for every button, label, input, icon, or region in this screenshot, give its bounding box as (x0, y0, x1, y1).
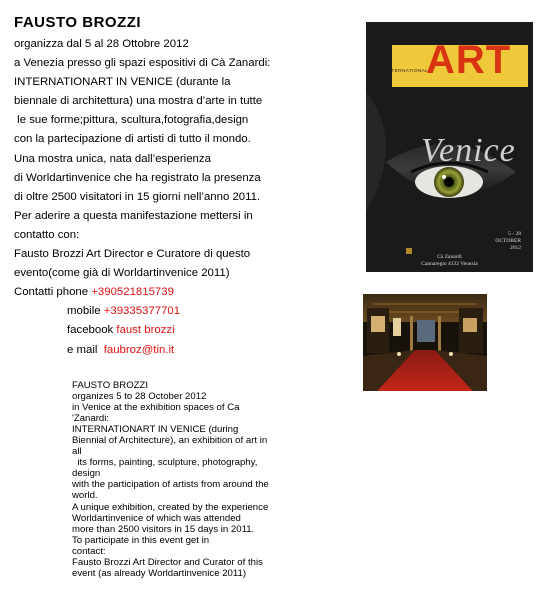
text-line: FAUSTO BROZZI (72, 380, 149, 391)
contact-facebook (14, 321, 364, 340)
english-announcement (72, 380, 302, 579)
cover-title: Venice (421, 132, 516, 169)
contact-email (14, 341, 364, 360)
text-line: di oltre 2500 visitatori in 15 giorni nell’anno 2011. (14, 190, 261, 203)
email-label: e mail (67, 343, 104, 356)
cover-dates (495, 231, 521, 252)
text-line: Fausto Brozzi Art Director and Curator of this (72, 556, 263, 568)
phone-label: Contatti phone (14, 286, 92, 299)
text-line: INTERNATIONART IN VENICE (during (72, 424, 239, 436)
text-line: design (72, 468, 101, 480)
text-line: with the participation of artists from around the (72, 479, 269, 491)
cover-brand-small: INTERNATIONAL (386, 68, 429, 73)
contact-mobile (14, 302, 364, 321)
venue-photo-image (363, 294, 487, 391)
contact-phone (14, 283, 364, 302)
text-line: contatto con: (14, 228, 80, 241)
text-line: organizza dal 5 al 28 Ottobre 2012 (14, 38, 189, 50)
italian-announcement (14, 14, 364, 360)
text-line: contact: (72, 545, 106, 557)
mobile-label: mobile (67, 305, 104, 318)
text-line: more than 2500 visitors in 15 days in 2011. (72, 523, 255, 535)
text-line: organizes 5 to 28 October 2012 (72, 391, 207, 403)
magazine-cover (366, 22, 533, 272)
cover-date-range: 5 - 28 (508, 231, 521, 237)
cover-date-year: 2012 (510, 245, 521, 251)
cover-venue-name: Cà Zanardi (437, 254, 462, 260)
text-line: A unique exhibition, created by the experience (72, 501, 269, 513)
venue-photo (363, 294, 487, 391)
text-line: evento(come già di Worldartinvenice 2011) (14, 267, 230, 280)
text-line: all (72, 446, 82, 458)
text-line: its forms, painting, sculpture, photography, (72, 457, 258, 469)
text-line: a Venezia presso gli spazi espositivi di Cà Zanardi: (14, 57, 271, 70)
text-line: event (as already Worldartinvenice 2011) (72, 567, 247, 579)
phone-link[interactable]: +390521815739 (91, 286, 174, 299)
cover-venue-address: Cannaregio 4132 Venezia (421, 261, 478, 267)
text-line: Una mostra unica, nata dall’esperienza (14, 152, 211, 165)
text-line: To participate in this event get in (72, 534, 210, 546)
text-line: in Venice at the exhibition spaces of Ca (72, 402, 240, 414)
text-line: biennale di architettura) una mostra d’arte in tutte (14, 95, 263, 108)
email-link[interactable]: faubroz@tin.it (103, 343, 175, 356)
text-line: le sue forme;pittura, scultura,fotografia,design (14, 114, 249, 127)
facebook-link[interactable]: faust brozzi (116, 324, 175, 337)
text-line: con la partecipazione di artisti di tutto il mondo. (14, 133, 251, 146)
facebook-label: facebook (67, 324, 117, 337)
text-line: di Worldartinvenice che ha registrato la presenza (14, 171, 261, 184)
mobile-link[interactable]: +39335377701 (103, 305, 181, 318)
text-line: Worldartinvenice of which was attended (72, 512, 241, 524)
text-line: Per aderire a questa manifestazione mettersi in (14, 209, 253, 222)
cover-brand: ART (426, 38, 512, 82)
text-line: Fausto Brozzi Art Director e Curatore di questo (14, 248, 251, 261)
text-line: INTERNATIONART IN VENICE (durante la (14, 76, 231, 89)
text-line: 'Zanardi: (72, 413, 110, 425)
text-line: world. (72, 490, 98, 502)
cover-venue (366, 254, 533, 268)
announcement-title: FAUSTO BROZZI (14, 14, 142, 31)
cover-date-month: OCTOBER (495, 238, 521, 244)
text-line: Biennial of Architecture), an exhibition of art in (72, 435, 268, 447)
